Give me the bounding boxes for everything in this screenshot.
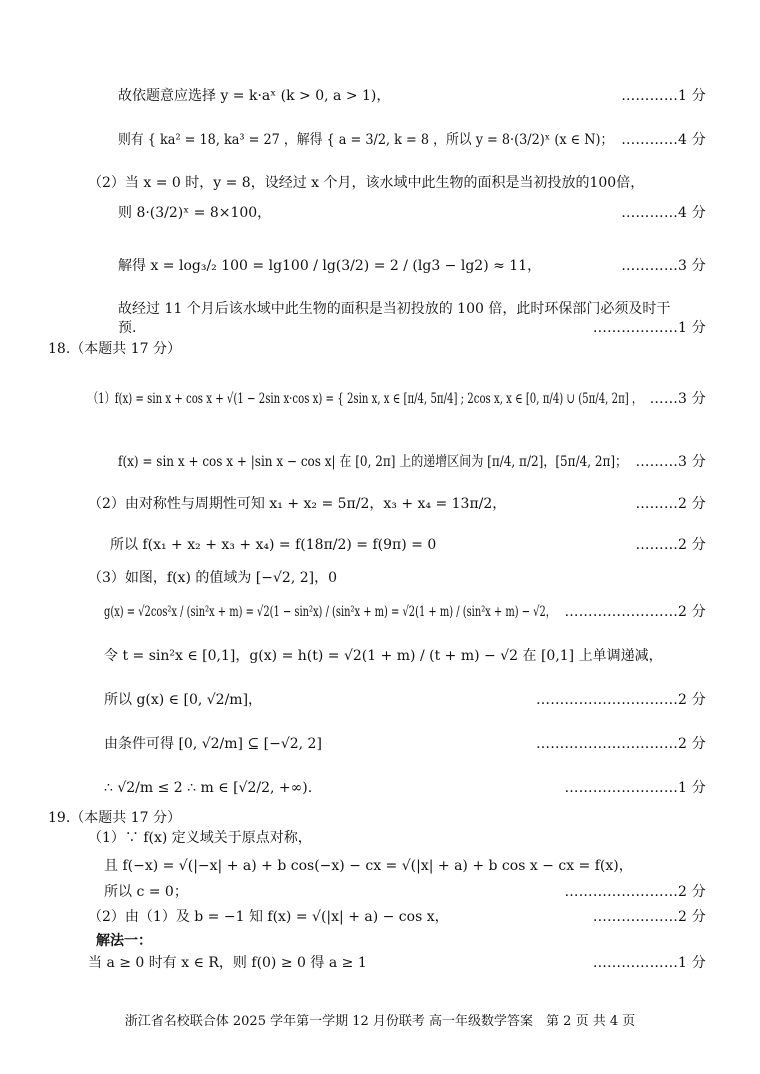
line-text: 所以 c = 0； (104, 884, 188, 900)
line-score: ……………………2 分 (564, 604, 706, 620)
line-text: 故依题意应选择 y = k·aˣ (k > 0, a > 1)， (118, 88, 391, 104)
method-heading: 解法一： (96, 933, 152, 949)
line-text: 则 8·(3/2)ˣ = 8×100， (118, 205, 272, 221)
line-text: 当 a ≥ 0 时有 x ∈ R，则 f(0) ≥ 0 得 a ≥ 1 (88, 955, 367, 971)
line-text: （3）如图，f(x) 的值域为 [−√2, 2]，0 (88, 570, 338, 586)
line-score: ……………………1 分 (564, 780, 706, 796)
line-text: 预. (118, 320, 137, 336)
line-text: 故经过 11 个月后该水域中此生物的面积是当初投放的 100 倍，此时环保部门必须及时干 (118, 301, 671, 317)
line-text: 且 f(−x) = √(|−x| + a) + b cos(−x) − cx = √(|x| + a) + b cos x − cx = f(x)， (104, 858, 633, 874)
line-text: ∴ √2/m ≤ 2 ∴ m ∈ [√2/2, +∞). (104, 780, 313, 796)
line-score: …………4 分 (621, 205, 706, 221)
line-text: 令 t = sin²x ∈ [0,1]，g(x) = h(t) = √2(1 + m) / (t + m) − √2 在 [0,1] 上单调递减， (104, 648, 663, 664)
line-score: ………2 分 (635, 537, 706, 553)
line-text: 所以 f(x₁ + x₂ + x₃ + x₄) = f(18π/2) = f(9π) = 0 (110, 537, 437, 553)
question-heading: 19.（本题共 17 分） (48, 810, 181, 826)
question-heading: 18.（本题共 17 分） (48, 341, 181, 357)
line-score: ………………1 分 (592, 955, 706, 971)
line-text: 所以 g(x) ∈ [0, √2/m]， (104, 692, 263, 708)
line-text: （1）f(x) = sin x + cos x + √(1 − 2sin x·cos x) = { 2sin x, x ∈ [π/4, 5π/4] ; 2cos x, x ∈ [0, π/4) ∪ (5π/4, 2π] ， (88, 391, 643, 407)
line-text: （2）由对称性与周期性可知 x₁ + x₂ = 5π/2，x₃ + x₄ = 13π/2， (88, 496, 507, 512)
line-text: g(x) = √2cos²x / (sin²x + m) = √2(1 − sin²x) / (sin²x + m) = √2(1 + m) / (sin²x + m) − √2， (104, 604, 556, 620)
line-score: ………2 分 (635, 496, 706, 512)
line-text: f(x) = sin x + cos x + |sin x − cos x| 在 [0, 2π] 上的递增区间为 [π/4, π/2]，[5π/4, 2π]； (118, 454, 628, 470)
line-score: …………3 分 (621, 258, 706, 274)
line-score: …………4 分 (621, 132, 706, 148)
line-text: （2）当 x = 0 时，y = 8，设经过 x 个月，该水域中此生物的面积是当初投放的100倍， (88, 175, 645, 191)
line-text: 则有 { ka² = 18, ka³ = 27 ，解得 { a = 3/2, k = 8 ，所以 y = 8·(3/2)ˣ (x ∈ N)； (118, 132, 614, 148)
line-score: ………3 分 (635, 454, 706, 470)
line-text: （1）∵ f(x) 定义域关于原点对称， (88, 830, 312, 846)
line-score: …………………………2 分 (536, 692, 706, 708)
line-text: 由条件可得 [0, √2/m] ⊆ [−√2, 2] (104, 736, 322, 752)
line-score: ……3 分 (649, 391, 706, 407)
line-score: …………1 分 (621, 88, 706, 104)
line-score: ………………2 分 (592, 909, 706, 925)
line-score: ………………1 分 (592, 320, 706, 336)
line-text: （2）由（1）及 b = −1 知 f(x) = √(|x| + a) − cos x， (88, 909, 449, 925)
line-text: 解得 x = log₃/₂ 100 = lg100 / lg(3/2) = 2 / (lg3 − lg2) ≈ 11， (118, 258, 542, 274)
line-score: …………………………2 分 (536, 736, 706, 752)
line-score: ……………………2 分 (564, 884, 706, 900)
page-footer: 浙江省名校联合体 2025 学年第一学期 12 月份联考 高一年级数学答案 第 2 页 共 4 页 (124, 1014, 636, 1029)
